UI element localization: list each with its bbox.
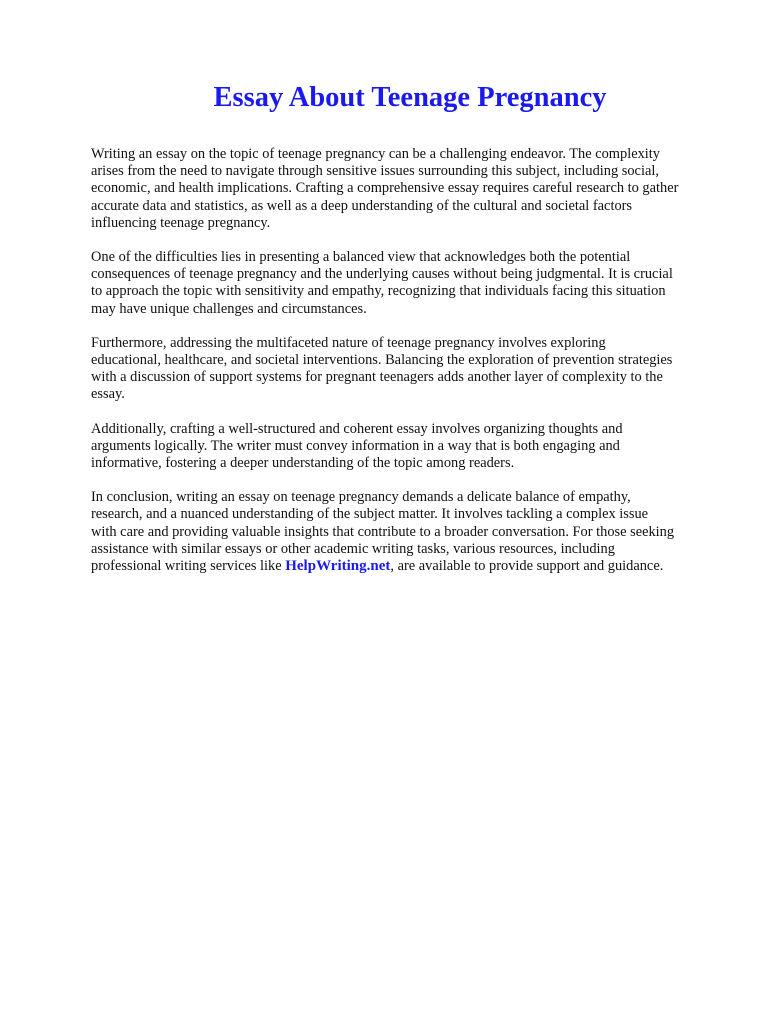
text-line: Additionally, crafting a well-structured and coherent essay involves organizing thoughts and [91, 420, 623, 437]
text-line: may have unique challenges and circumstances. [91, 300, 367, 317]
text-line: with a discussion of support systems for pregnant teenagers adds another layer of complexity to the [91, 369, 663, 386]
text-line: research, and a nuanced understanding of the subject matter. It involves tackling a complex issue [91, 506, 649, 523]
text-line: essay. [91, 386, 125, 403]
text-line: In conclusion, writing an essay on teenage pregnancy demands a delicate balance of empathy, [91, 489, 631, 506]
helpwriting-link[interactable]: HelpWriting.net [285, 558, 391, 575]
paragraph-3 [91, 335, 731, 404]
paragraph-4 [91, 421, 731, 473]
text-line: arguments logically. The writer must convey information in a way that is both engaging and [91, 437, 620, 454]
text-line: economic, and health implications. Crafting a comprehensive essay requires careful research to gather [91, 180, 679, 197]
text-line: to approach the topic with sensitivity and empathy, recognizing that individuals facing this situation [91, 283, 666, 300]
link-trail-text: , are available to provide support and guidance. [390, 558, 664, 575]
text-line: One of the difficulties lies in presenting a balanced view that acknowledges both the potential [91, 249, 631, 266]
essay-body [91, 146, 731, 592]
text-line: with care and providing valuable insights that contribute to a broader conversation. For those seeking [91, 523, 675, 540]
page-title: Essay About Teenage Pregnancy [213, 82, 607, 113]
paragraph-5 [91, 489, 731, 575]
text-line: educational, healthcare, and societal interventions. Balancing the exploration of prevention strategies [91, 352, 673, 369]
link-lead-text: professional writing services like [91, 558, 286, 575]
text-line: Writing an essay on the topic of teenage pregnancy can be a challenging endeavor. The complexity [91, 146, 660, 162]
text-line: assistance with similar essays or other academic writing tasks, various resources, including [91, 540, 615, 557]
paragraph-2 [91, 249, 731, 318]
text-line: informative, fostering a deeper understanding of the topic among readers. [91, 455, 515, 472]
paragraph-1 [91, 146, 731, 232]
text-line: consequences of teenage pregnancy and the underlying causes without being judgmental. It is crucial [91, 266, 673, 283]
text-line: accurate data and statistics, as well as a deep understanding of the cultural and societal factors [91, 197, 633, 214]
text-line: Furthermore, addressing the multifaceted nature of teenage pregnancy involves exploring [91, 334, 606, 351]
text-line: influencing teenage pregnancy. [91, 214, 271, 231]
text-line: arises from the need to navigate through sensitive issues surrounding this subject, including social, [91, 163, 659, 180]
text-line-with-link [91, 558, 731, 575]
